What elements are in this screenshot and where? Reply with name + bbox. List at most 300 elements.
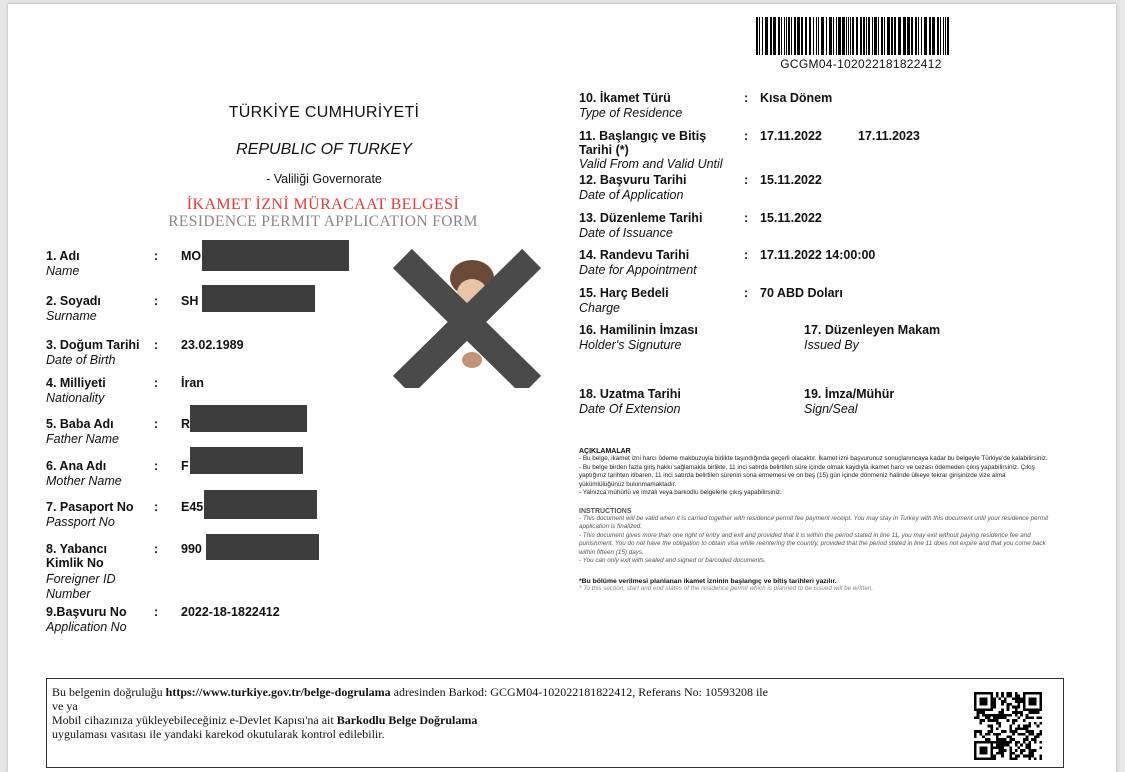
qr-module (1028, 757, 1031, 760)
label-issuance-date: 13. Düzenleme Tarihi (579, 211, 703, 225)
qr-module (1023, 755, 1026, 758)
barcode-bar (924, 17, 927, 55)
barcode-bar (833, 17, 834, 55)
barcode-bar (872, 17, 873, 55)
barcode-bar (907, 17, 910, 55)
barcode-bar (846, 17, 847, 55)
value-issuance-date: 15.11.2022 (760, 211, 822, 225)
qr-module (1009, 741, 1012, 744)
sublabel-mother-name: Mother Name (46, 474, 122, 488)
qr-module (988, 716, 991, 719)
qr-module (1001, 711, 1004, 714)
qr-module (1007, 708, 1010, 711)
sublabel-father-name: Father Name (46, 432, 119, 446)
colon: : (154, 338, 159, 352)
barcode-bar (829, 17, 832, 55)
qr-module (1012, 711, 1015, 714)
footnote-en: * To this section, start and end states of the residence permit which is planned to be issued will be written. (579, 584, 874, 592)
barcode-bar (770, 17, 772, 55)
verification-text-4: Mobil cihazınıza yükleyebileceğiniz e-Devlet Kapısı'na ait (52, 713, 337, 727)
qr-module (996, 719, 999, 722)
sublabel-passport-no: Passport No (46, 515, 115, 529)
barcode-bar (805, 17, 807, 55)
qr-module (977, 711, 980, 714)
barcode-bar (943, 17, 944, 55)
colon: : (744, 248, 749, 262)
barcode-bar (921, 17, 922, 55)
colon: : (744, 173, 749, 187)
document-page (8, 4, 1116, 772)
colon: : (154, 542, 159, 556)
qr-module (1015, 741, 1018, 744)
qr-module (1007, 703, 1010, 706)
sublabel-appointment-date: Date for Appointment (579, 263, 697, 277)
qr-module (1018, 746, 1021, 749)
qr-module (1026, 714, 1029, 717)
qr-module (1026, 736, 1029, 739)
barcode-bar (781, 17, 782, 55)
qr-module (1009, 714, 1012, 717)
qr-module (990, 727, 993, 730)
qr-module (1015, 757, 1018, 760)
barcode-bar (881, 17, 883, 55)
sublabel-surname: Surname (46, 309, 97, 323)
qr-module (1028, 711, 1031, 714)
qr-module (1039, 722, 1042, 725)
qr-module (1018, 755, 1021, 758)
qr-module (993, 700, 996, 703)
barcode-bar (756, 17, 758, 55)
qr-module (1039, 741, 1042, 744)
barcode-bar (891, 17, 893, 55)
qr-module (1018, 725, 1021, 728)
verification-text (52, 685, 772, 741)
qr-module (1018, 727, 1021, 730)
qr-module (1031, 733, 1034, 736)
qr-module (1004, 700, 1007, 703)
sublabel-birth-date: Date of Birth (46, 353, 116, 367)
barcode-bar (850, 17, 851, 55)
label-nationality: 4. Milliyeti (46, 376, 106, 390)
verification-text-1: Bu belgenin doğruluğu (52, 685, 166, 699)
qr-module (996, 752, 999, 755)
sublabel-issued-by: Issued By (804, 338, 859, 352)
qr-module (996, 727, 999, 730)
value-foreigner-id: 990 (181, 542, 202, 556)
qr-module (1009, 749, 1012, 752)
label-holder-signature: 16. Hamilinin İmzası (579, 323, 698, 337)
colon: : (744, 211, 749, 225)
qr-module (1018, 706, 1021, 709)
barcode-bar (940, 17, 941, 55)
qr-module (993, 757, 996, 760)
qr-module (988, 719, 991, 722)
qr-module (993, 706, 996, 709)
sublabel-name: Name (46, 264, 80, 278)
label-application-date: 12. Başvuru Tarihi (579, 173, 687, 187)
value-name: MO (181, 249, 202, 263)
qr-finder-inner (1028, 697, 1036, 705)
qr-module (1026, 755, 1029, 758)
qr-module (1037, 733, 1040, 736)
qr-module (1031, 749, 1034, 752)
qr-module (974, 716, 977, 719)
qr-module (1001, 730, 1004, 733)
label-foreigner-id: 8. Yabancı Kimlik No (46, 542, 107, 570)
qr-module (1028, 755, 1031, 758)
qr-module (1037, 716, 1040, 719)
colon: : (154, 417, 159, 431)
barcode-bar (813, 17, 814, 55)
qr-module (1009, 757, 1012, 760)
qr-module (1001, 746, 1004, 749)
qr-module (993, 703, 996, 706)
label-validity: 11. Başlangıç ve Bitiş Tarihi (*) (579, 129, 707, 157)
qr-module (1001, 752, 1004, 755)
qr-module (1009, 703, 1012, 706)
barcode-bar (848, 17, 849, 55)
qr-module (985, 733, 988, 736)
verification-line-2: ve ya (52, 699, 78, 713)
qr-module (1023, 733, 1026, 736)
redaction-bar (190, 447, 303, 474)
barcode-bar (759, 17, 760, 55)
label-issued-by: 17. Düzenleyen Makam (804, 323, 941, 337)
barcode-bar (932, 17, 935, 55)
qr-module (993, 733, 996, 736)
barcode-bar (791, 17, 792, 55)
barcode-bar (903, 17, 906, 55)
qr-module (988, 738, 991, 741)
barcode-bar (816, 17, 817, 55)
qr-module (979, 722, 982, 725)
barcode-bar (773, 17, 776, 55)
qr-module (1020, 697, 1023, 700)
qr-module (1026, 725, 1029, 728)
qr-module (1004, 738, 1007, 741)
form-title-tr: İKAMET İZNİ MÜRACAAT BELGESİ (186, 196, 460, 213)
qr-module (1009, 755, 1012, 758)
qr-module (1007, 736, 1010, 739)
qr-module (1023, 738, 1026, 741)
qr-module (1026, 744, 1029, 747)
label-appointment-date: 14. Randevu Tarihi (579, 248, 690, 262)
qr-module (990, 730, 993, 733)
qr-module (998, 741, 1001, 744)
qr-module (998, 722, 1001, 725)
qr-module (982, 736, 985, 739)
qr-module (1004, 714, 1007, 717)
sublabel-sign-seal: Sign/Seal (804, 402, 858, 416)
qr-module (1026, 730, 1029, 733)
label-birth-date: 3. Doğum Tarihi (46, 338, 140, 352)
barcode-bar (786, 17, 787, 55)
qr-module (1012, 730, 1015, 733)
value-nationality: İran (181, 376, 204, 390)
qr-module (1004, 744, 1007, 747)
sublabel-foreigner-id: Foreigner ID Number (46, 572, 116, 601)
label-extension-date: 18. Uzatma Tarihi (579, 387, 681, 401)
colon: : (154, 294, 159, 308)
qr-finder-inner (979, 697, 987, 705)
qr-module (998, 716, 1001, 719)
notes-section (579, 448, 1051, 593)
qr-module (1034, 757, 1037, 760)
qr-module (1039, 716, 1042, 719)
label-residence-type: 10. İkamet Türü (579, 91, 671, 105)
qr-module (998, 749, 1001, 752)
qr-module (1015, 695, 1018, 698)
qr-module (1028, 749, 1031, 752)
qr-module (1009, 752, 1012, 755)
qr-module (1037, 711, 1040, 714)
barcode-bar (852, 17, 854, 55)
qr-module (1031, 752, 1034, 755)
qr-module (1012, 757, 1015, 760)
qr-module (1009, 695, 1012, 698)
qr-module (974, 730, 977, 733)
photo-neck (462, 352, 482, 368)
notes-title-tr: AÇIKLAMALAR (579, 448, 631, 455)
qr-module (1012, 752, 1015, 755)
verification-app-name: Barkodlu Belge Doğrulama (336, 713, 478, 727)
qr-module (996, 736, 999, 739)
qr-module (996, 716, 999, 719)
qr-module (982, 711, 985, 714)
qr-module (1034, 741, 1037, 744)
qr-module (998, 697, 1001, 700)
qr-module (1012, 706, 1015, 709)
qr-module (1009, 725, 1012, 728)
qr-module (1015, 697, 1018, 700)
barcode-bar (929, 17, 931, 55)
sublabel-issuance-date: Date of Issuance (579, 226, 673, 240)
qr-module (998, 733, 1001, 736)
qr-module (990, 719, 993, 722)
qr-module (985, 716, 988, 719)
qr-module (1026, 727, 1029, 730)
qr-module (1023, 725, 1026, 728)
qr-module (996, 738, 999, 741)
notes-line-tr: - Bu belge, ikamet izni harcı ödeme makbuzuyla birlikte taşındığında geçerli olacaktır. İkamet izni başvurunuz sonuçlanıncaya kadar bu belgeyle Türkiye'de kalabilirsiniz. (579, 455, 1048, 462)
qr-module (1031, 716, 1034, 719)
qr-module (979, 733, 982, 736)
value-appointment-date: 17.11.2022 14:00:00 (760, 248, 876, 262)
qr-module (1026, 716, 1029, 719)
barcode-bar (947, 17, 949, 55)
barcode-bar (894, 17, 896, 55)
qr-module (1018, 703, 1021, 706)
barcode-bar (794, 17, 796, 55)
qr-module (1028, 746, 1031, 749)
qr-module (998, 746, 1001, 749)
qr-module (977, 730, 980, 733)
qr-module (1001, 716, 1004, 719)
qr-module (1001, 703, 1004, 706)
qr-module (1018, 695, 1021, 698)
form-title-en: RESIDENCE PERMIT APPLICATION FORM (168, 213, 478, 230)
qr-finder-inner (979, 746, 987, 754)
notes-line-tr: - Bu belge birden fazla giriş hakkı sağlamakla birlikte, 11 inci satırda belirtilen süre içinde olmak kaydıyla ikamet harcı ve cezası ödemeden çıkış yapabilirsiniz. Çıkış yaptığınız tarihten itibaren, 11 inci satırda belirtilen sürenin sona ermemesi ve on beş (15) gün içinde dönmeniz halinde ülkeye tekrar girişinizde vize alma yükümlülüğünüz bulunmamaktadır. (579, 463, 1035, 488)
sublabel-holder-signature: Holder's Signuture (579, 338, 682, 352)
country-title-tr: TÜRKİYE CUMHURİYETİ (228, 104, 420, 121)
photo-crossed-out (384, 248, 544, 388)
barcode-bar (866, 17, 867, 55)
verification-line-1 (52, 685, 772, 699)
qr-module (1007, 692, 1010, 695)
qr-module (1001, 695, 1004, 698)
barcode-bar (836, 17, 837, 55)
redaction-bar (204, 490, 317, 519)
qr-module (1028, 741, 1031, 744)
label-sign-seal: 19. İmza/Mühür (804, 387, 895, 401)
qr-module (1034, 738, 1037, 741)
qr-module (1039, 746, 1042, 749)
value-valid-until: 17.11.2023 (858, 129, 920, 143)
qr-module (1028, 744, 1031, 747)
qr-module (1031, 755, 1034, 758)
colon: : (744, 129, 749, 143)
qr-module (1020, 714, 1023, 717)
qr-module (988, 714, 991, 717)
qr-module (988, 733, 991, 736)
barcode-bar (762, 17, 763, 55)
colon: : (154, 500, 159, 514)
qr-module (1023, 719, 1026, 722)
value-mother-name: F (181, 459, 189, 473)
qr-module (1020, 744, 1023, 747)
qr-module (1039, 755, 1042, 758)
qr-module (1015, 700, 1018, 703)
label-application-no: 9.Başvuru No (46, 605, 127, 619)
label-charge: 15. Harç Bedeli (579, 286, 669, 300)
qr-module (1001, 755, 1004, 758)
qr-module (1001, 714, 1004, 717)
qr-module (1039, 733, 1042, 736)
qr-module (1012, 738, 1015, 741)
value-residence-type: Kısa Dönem (760, 91, 833, 105)
label-father-name: 5. Baba Adı (46, 417, 114, 431)
qr-module (1023, 741, 1026, 744)
qr-module (998, 714, 1001, 717)
qr-module (1034, 722, 1037, 725)
qr-module (985, 738, 988, 741)
colon: : (744, 286, 749, 300)
qr-module (1031, 711, 1034, 714)
qr-module (1001, 700, 1004, 703)
barcode-bar (842, 17, 845, 55)
barcode-bar (797, 17, 800, 55)
qr-module (1007, 741, 1010, 744)
barcode-bar (838, 17, 841, 55)
colon: : (154, 459, 159, 473)
sublabel-charge: Charge (579, 301, 620, 315)
qr-module (996, 722, 999, 725)
qr-module (1039, 757, 1042, 760)
qr-module (974, 736, 977, 739)
value-charge: 70 ABD Doları (760, 286, 843, 300)
qr-module (1020, 727, 1023, 730)
governorate-label: - Valiliği Governorate (266, 172, 382, 186)
qr-module (1015, 692, 1018, 695)
qr-module (1018, 700, 1021, 703)
barcode-bar (878, 17, 879, 55)
qr-module (982, 719, 985, 722)
qr-module (1020, 700, 1023, 703)
barcode-bar (918, 17, 919, 55)
qr-module (996, 744, 999, 747)
qr-module (1015, 727, 1018, 730)
qr-module (988, 725, 991, 728)
qr-module (1004, 697, 1007, 700)
notes-line-en: - This document will be valid when it is carried together with residence permit fee payment receipt. You may stay in Turkey with this document until your residence permit application is finalized. (579, 514, 1049, 530)
colon: : (154, 249, 159, 263)
qr-module (998, 744, 1001, 747)
qr-module (985, 714, 988, 717)
qr-module (1007, 744, 1010, 747)
sublabel-nationality: Nationality (46, 391, 105, 405)
qr-module (1026, 738, 1029, 741)
qr-module (1009, 727, 1012, 730)
qr-module (1020, 711, 1023, 714)
qr-module (1007, 714, 1010, 717)
qr-module (1015, 730, 1018, 733)
qr-module (993, 714, 996, 717)
qr-module (996, 714, 999, 717)
value-birth-date: 23.02.1989 (181, 338, 244, 352)
qr-module (990, 714, 993, 717)
qr-module (1026, 746, 1029, 749)
value-valid-from: 17.11.2022 (760, 129, 822, 143)
qr-module (974, 733, 977, 736)
notes-line-en: - You can only exit with sealed and signed or barcoded documents. (579, 557, 766, 564)
qr-module (1001, 692, 1004, 695)
barcode-bar (765, 17, 768, 55)
barcode-bar (863, 17, 865, 55)
barcode-bar (884, 17, 885, 55)
sublabel-validity: Valid From and Valid Until (579, 157, 723, 171)
qr-module (1007, 706, 1010, 709)
verification-url[interactable]: https://www.turkiye.gov.tr/belge-dogrulama (165, 685, 391, 699)
qr-module (1018, 741, 1021, 744)
colon: : (154, 605, 159, 619)
qr-module (1015, 706, 1018, 709)
redaction-bar (206, 534, 319, 560)
value-application-date: 15.11.2022 (760, 173, 822, 187)
qr-module (1031, 730, 1034, 733)
qr-module (1009, 738, 1012, 741)
barcode-bar (915, 17, 917, 55)
qr-module (1009, 746, 1012, 749)
barcode-bar (887, 17, 890, 55)
qr-module (1007, 719, 1010, 722)
qr-module (1037, 736, 1040, 739)
qr-module (979, 719, 982, 722)
label-mother-name: 6. Ana Adı (46, 459, 107, 473)
qr-module (996, 741, 999, 744)
qr-module (979, 730, 982, 733)
barcode-bar (826, 17, 827, 55)
notes-line-tr: - Yalnızca mühürlü ve imzalı veya barkodlu belgelerle çıkış yapabilirsiniz. (579, 489, 782, 496)
value-passport-no: E45 (181, 500, 204, 514)
verification-text-2: adresinden Barkod: GCGM04-102022181822412, Referans No: 10593208 ile (390, 685, 768, 699)
qr-module (1039, 730, 1042, 733)
sublabel-residence-type: Type of Residence (579, 106, 683, 120)
qr-module (1007, 695, 1010, 698)
qr-module (1001, 708, 1004, 711)
qr-module (1037, 725, 1040, 728)
sublabel-application-date: Date of Application (579, 188, 684, 202)
